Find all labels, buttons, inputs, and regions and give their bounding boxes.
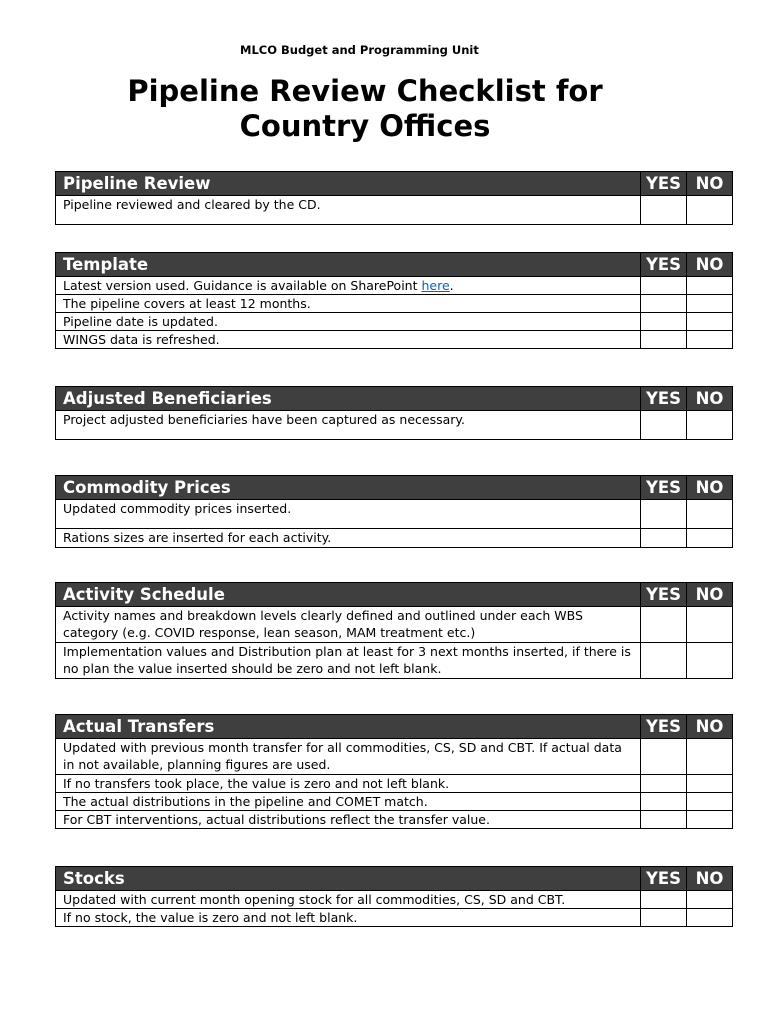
no-header: NO bbox=[687, 253, 733, 277]
yes-checkbox-cell[interactable] bbox=[641, 411, 687, 440]
no-checkbox-cell[interactable] bbox=[687, 643, 733, 679]
no-header: NO bbox=[687, 583, 733, 607]
yes-checkbox-cell[interactable] bbox=[641, 313, 687, 331]
no-checkbox-cell[interactable] bbox=[687, 909, 733, 927]
checklist-row bbox=[56, 529, 733, 548]
item-text: Pipeline date is updated. bbox=[56, 313, 641, 331]
section-title: Commodity Prices bbox=[56, 476, 641, 500]
item-text: Updated with current month opening stock for all commodities, CS, SD and CBT. bbox=[56, 891, 641, 909]
no-checkbox-cell[interactable] bbox=[687, 891, 733, 909]
yes-checkbox-cell[interactable] bbox=[641, 793, 687, 811]
section-adjusted-beneficiaries bbox=[55, 386, 733, 440]
item-text: Rations sizes are inserted for each activity. bbox=[56, 529, 641, 548]
yes-checkbox-cell[interactable] bbox=[641, 277, 687, 295]
yes-checkbox-cell[interactable] bbox=[641, 775, 687, 793]
section-title: Adjusted Beneficiaries bbox=[56, 387, 641, 411]
item-text: For CBT interventions, actual distributions reflect the transfer value. bbox=[56, 811, 641, 829]
yes-checkbox-cell[interactable] bbox=[641, 196, 687, 225]
checklist-row bbox=[56, 775, 733, 793]
checklist-row bbox=[56, 500, 733, 529]
yes-checkbox-cell[interactable] bbox=[641, 607, 687, 643]
section-title: Template bbox=[56, 253, 641, 277]
item-text: Project adjusted beneficiaries have been captured as necessary. bbox=[56, 411, 641, 440]
no-header: NO bbox=[687, 867, 733, 891]
unit-name: MLCO Budget and Programming Unit bbox=[240, 43, 479, 57]
no-checkbox-cell[interactable] bbox=[687, 529, 733, 548]
checklist-row bbox=[56, 196, 733, 225]
no-header: NO bbox=[687, 715, 733, 739]
yes-header: YES bbox=[641, 172, 687, 196]
no-checkbox-cell[interactable] bbox=[687, 811, 733, 829]
section-commodity-prices bbox=[55, 475, 733, 548]
yes-checkbox-cell[interactable] bbox=[641, 529, 687, 548]
sharepoint-link[interactable]: here bbox=[421, 278, 450, 293]
section-template bbox=[55, 252, 733, 349]
section-actual-transfers bbox=[55, 714, 733, 829]
item-text: Activity names and breakdown levels clearly defined and outlined under each WBS category (e.g. COVID response, lean season, MAM treatment etc.) bbox=[56, 607, 641, 643]
item-text: WINGS data is refreshed. bbox=[56, 331, 641, 349]
section-title: Activity Schedule bbox=[56, 583, 641, 607]
checklist-row bbox=[56, 277, 733, 295]
section-title: Stocks bbox=[56, 867, 641, 891]
no-checkbox-cell[interactable] bbox=[687, 607, 733, 643]
section-pipeline-review bbox=[55, 171, 733, 225]
checklist-row bbox=[56, 411, 733, 440]
item-text: Updated with previous month transfer for all commodities, CS, SD and CBT. If actual data in not available, planning figures are used. bbox=[56, 739, 641, 775]
item-text: The pipeline covers at least 12 months. bbox=[56, 295, 641, 313]
no-checkbox-cell[interactable] bbox=[687, 775, 733, 793]
checklist-row bbox=[56, 607, 733, 643]
yes-checkbox-cell[interactable] bbox=[641, 811, 687, 829]
item-text-end: . bbox=[449, 278, 454, 293]
item-text: The actual distributions in the pipeline and COMET match. bbox=[56, 793, 641, 811]
yes-header: YES bbox=[641, 715, 687, 739]
no-checkbox-cell[interactable] bbox=[687, 313, 733, 331]
no-checkbox-cell[interactable] bbox=[687, 196, 733, 225]
section-stocks bbox=[55, 866, 733, 927]
checklist-row bbox=[56, 909, 733, 927]
no-header: NO bbox=[687, 476, 733, 500]
checklist-row bbox=[56, 811, 733, 829]
yes-header: YES bbox=[641, 476, 687, 500]
item-text: If no stock, the value is zero and not left blank. bbox=[56, 909, 641, 927]
yes-checkbox-cell[interactable] bbox=[641, 739, 687, 775]
no-checkbox-cell[interactable] bbox=[687, 739, 733, 775]
checklist-row bbox=[56, 331, 733, 349]
section-title: Actual Transfers bbox=[56, 715, 641, 739]
no-checkbox-cell[interactable] bbox=[687, 793, 733, 811]
checklist-row bbox=[56, 739, 733, 775]
item-text: Implementation values and Distribution plan at least for 3 next months inserted, if there is no plan the value inserted should be zero and not left blank. bbox=[56, 643, 641, 679]
section-activity-schedule bbox=[55, 582, 733, 679]
item-text bbox=[56, 277, 641, 295]
checklist-row bbox=[56, 313, 733, 331]
no-checkbox-cell[interactable] bbox=[687, 295, 733, 313]
item-text: Updated commodity prices inserted. bbox=[56, 500, 641, 529]
checklist-row bbox=[56, 295, 733, 313]
item-text: If no transfers took place, the value is zero and not left blank. bbox=[56, 775, 641, 793]
yes-header: YES bbox=[641, 867, 687, 891]
no-header: NO bbox=[687, 387, 733, 411]
yes-checkbox-cell[interactable] bbox=[641, 295, 687, 313]
yes-header: YES bbox=[641, 253, 687, 277]
section-title: Pipeline Review bbox=[56, 172, 641, 196]
yes-checkbox-cell[interactable] bbox=[641, 643, 687, 679]
no-checkbox-cell[interactable] bbox=[687, 500, 733, 529]
item-text: Pipeline reviewed and cleared by the CD. bbox=[56, 196, 641, 225]
item-text-part: Latest version used. Guidance is available on SharePoint bbox=[63, 278, 422, 293]
no-checkbox-cell[interactable] bbox=[687, 411, 733, 440]
checklist-row bbox=[56, 643, 733, 679]
no-checkbox-cell[interactable] bbox=[687, 277, 733, 295]
yes-header: YES bbox=[641, 387, 687, 411]
yes-checkbox-cell[interactable] bbox=[641, 500, 687, 529]
yes-checkbox-cell[interactable] bbox=[641, 909, 687, 927]
yes-checkbox-cell[interactable] bbox=[641, 891, 687, 909]
page-title: Pipeline Review Checklist for Country Offices bbox=[127, 74, 603, 143]
checklist-row bbox=[56, 891, 733, 909]
no-header: NO bbox=[687, 172, 733, 196]
yes-checkbox-cell[interactable] bbox=[641, 331, 687, 349]
checklist-row bbox=[56, 793, 733, 811]
no-checkbox-cell[interactable] bbox=[687, 331, 733, 349]
yes-header: YES bbox=[641, 583, 687, 607]
